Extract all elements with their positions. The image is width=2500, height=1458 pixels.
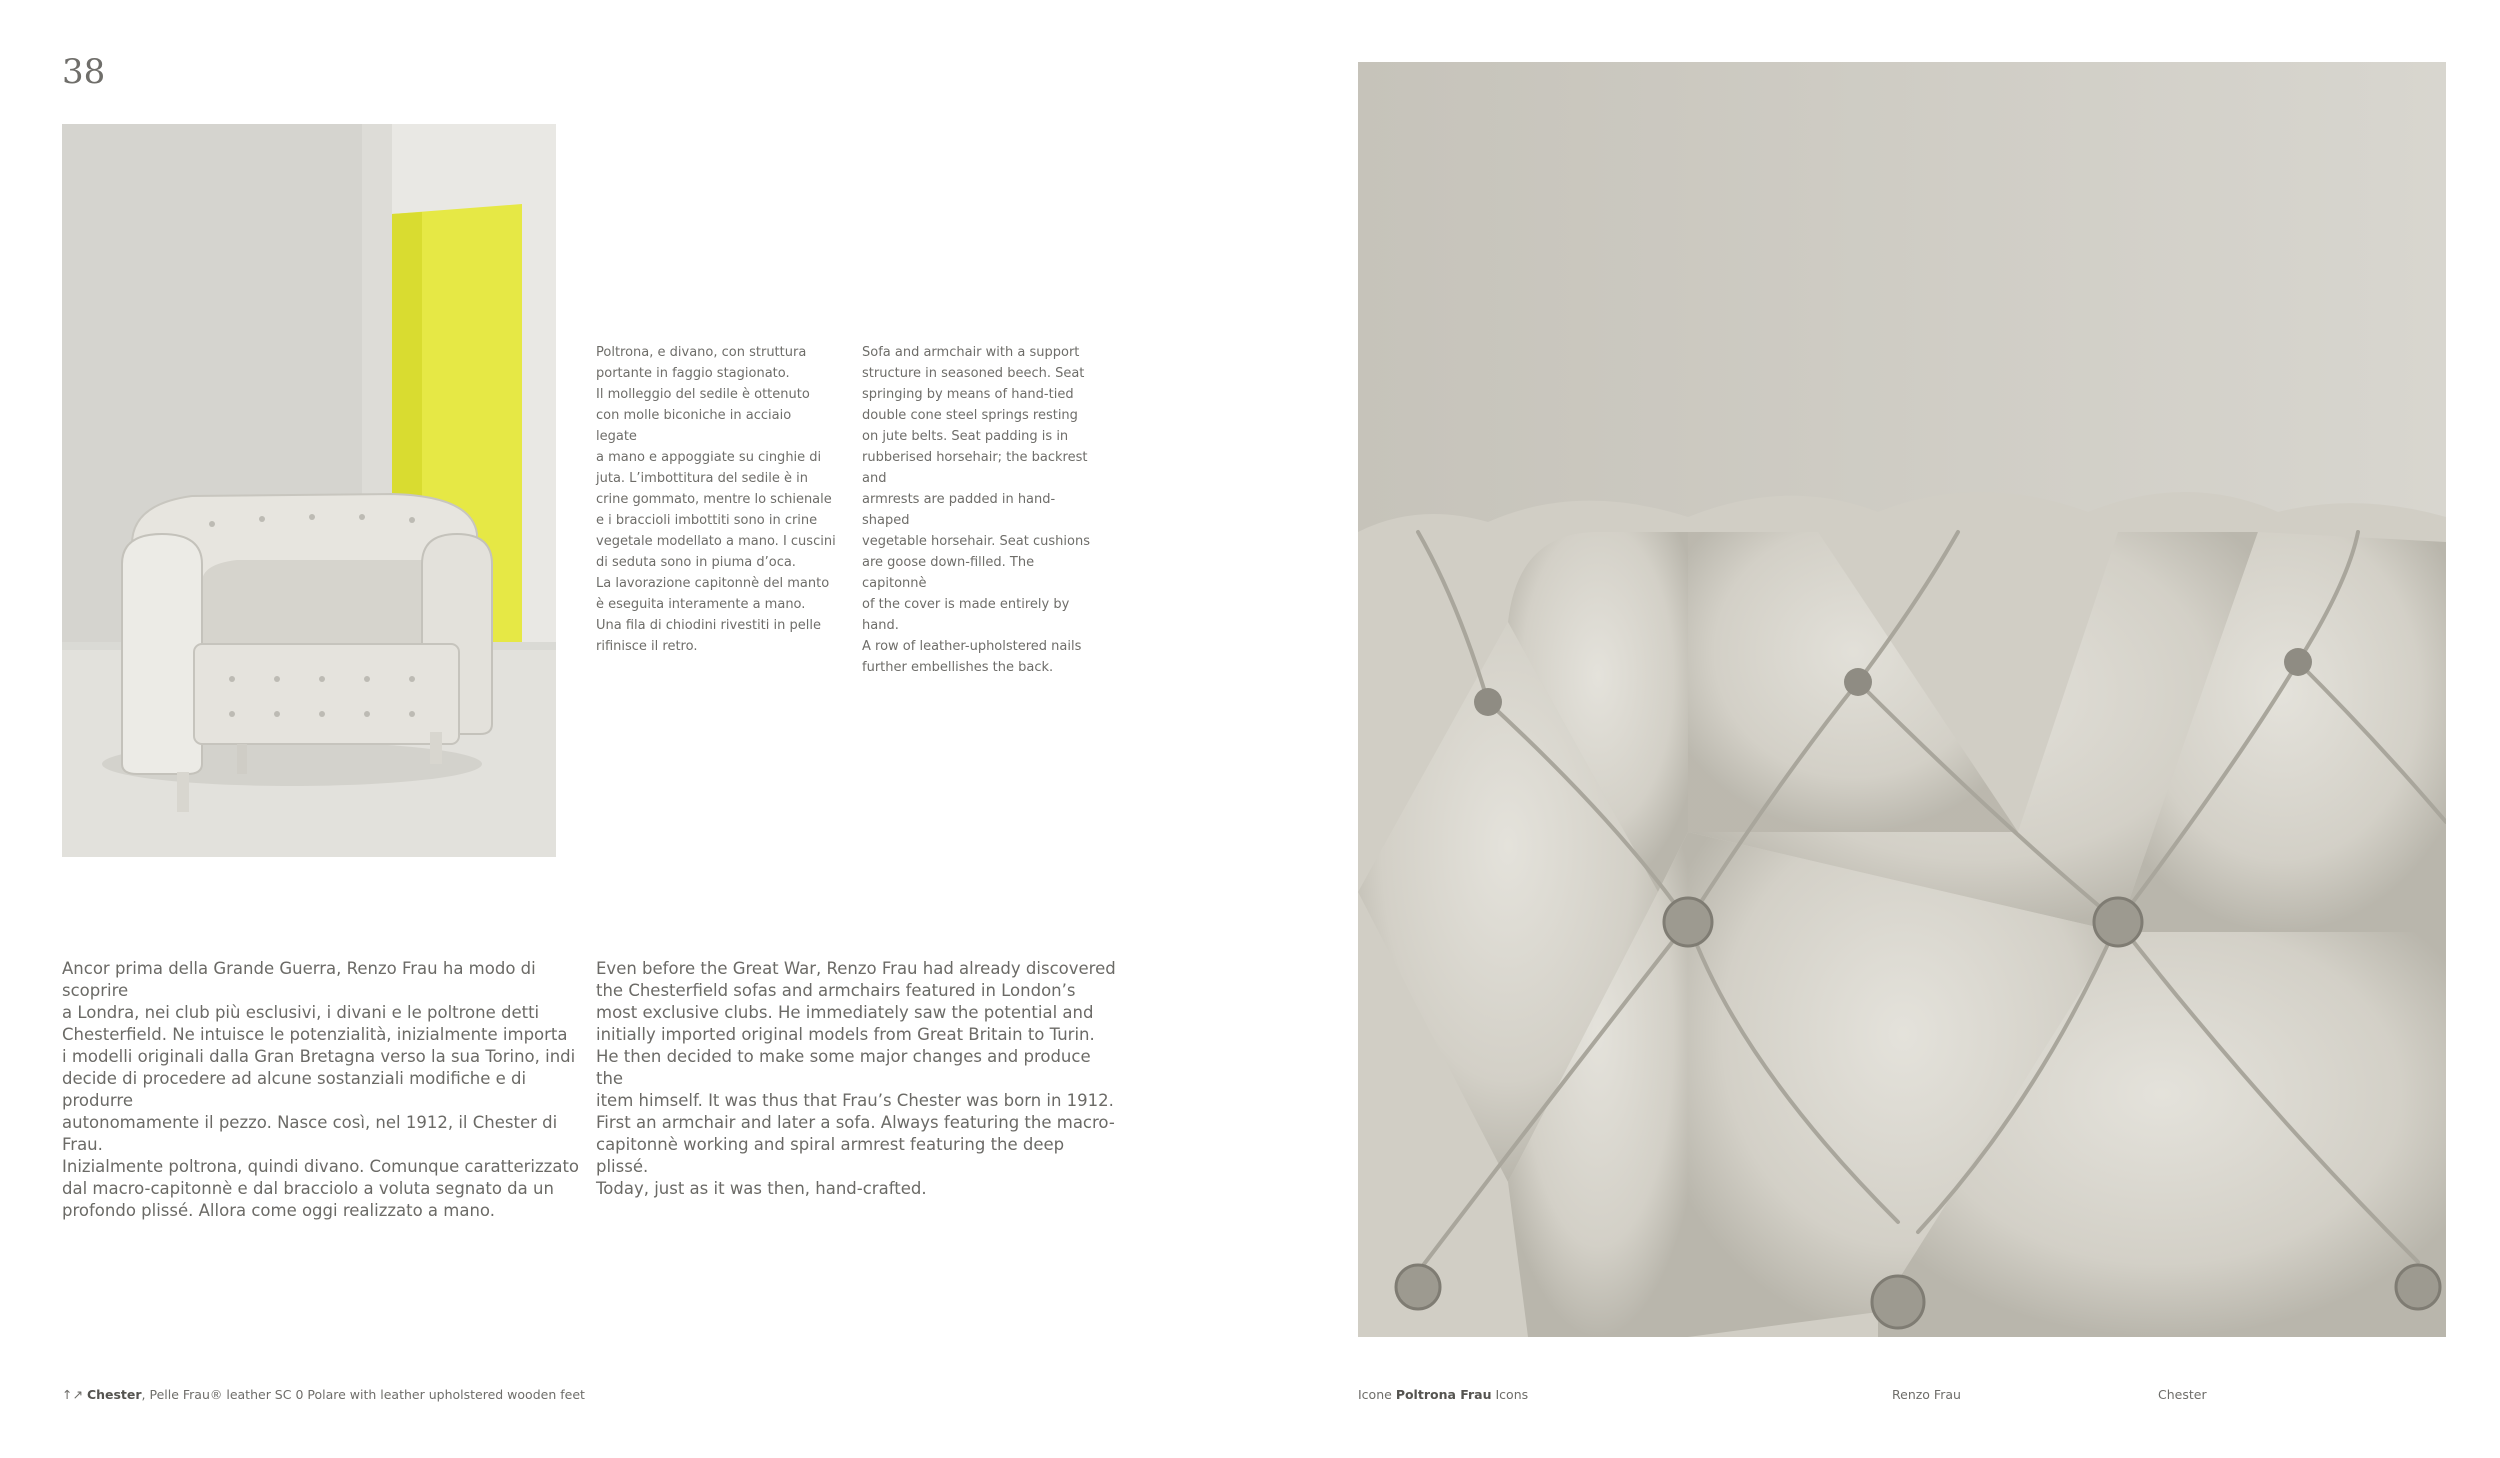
sofa-detail-photo xyxy=(1358,62,2446,1337)
technical-description-english: Sofa and armchair with a support structure in seasoned beech. Seat springing by means of hand-tied double cone steel springs resting on jute belts. Seat padding is in rubberised horsehair; the backrest and armrests are padded in hand-shaped vegetable horsehair. Seat cushions are goose down-filled. The capitonnè of the cover is made entirely by hand. A row of leather-upholstered nails further embellishes the back. xyxy=(862,345,1090,675)
footer-series xyxy=(1358,1387,1528,1402)
armchair-illustration xyxy=(62,124,556,857)
footer-series-brand: Poltrona Frau xyxy=(1395,1387,1492,1402)
history-text-english: Even before the Great War, Renzo Frau had already discovered the Chesterfield sofas and armchairs featured in London’s most exclusive clubs. He immediately saw the potential and initially imported original models from Great Britain to Turin. He then decided to make some major changes and produce the item himself. It was thus that Frau’s Chester was born in 1912. First an armchair and later a sofa. Always featuring the macro- capitonnè working and spiral armrest featuring the deep plissé. Today, just as it was then, hand-crafted. xyxy=(596,959,1116,1198)
caption-product-name: Chester xyxy=(86,1387,142,1402)
footer-series-prefix: Icone xyxy=(1358,1387,1392,1402)
tufted-leather-illustration xyxy=(1358,62,2446,1337)
footer-designer: Renzo Frau xyxy=(1892,1387,1961,1402)
armchair-photo xyxy=(62,124,556,857)
footer-product: Chester xyxy=(2158,1387,2207,1402)
footer-series-suffix: Icons xyxy=(1495,1387,1529,1402)
page-number: 38 xyxy=(62,52,106,92)
caption-arrows: ↑↗ xyxy=(62,1387,83,1402)
caption-details: , Pelle Frau® leather SC 0 Polare with leather upholstered wooden feet xyxy=(141,1387,585,1402)
technical-description-italian: Poltrona, e divano, con struttura portante in faggio stagionato. Il molleggio del sedile è ottenuto con molle biconiche in acciaio legate a mano e appoggiate su cinghie di juta. L’imbottitura del sedile è in crine gommato, mentre lo schienale e i braccioli imbottiti sono in crine vegetale modellato a mano. I cuscini di seduta sono in piuma d’oca. La lavorazione capitonnè del manto è eseguita interamente a mano. Una fila di chiodini rivestiti in pelle rifinisce il retro. xyxy=(596,345,836,654)
history-text-italian: Ancor prima della Grande Guerra, Renzo Frau ha modo di scoprire a Londra, nei club più esclusivi, i divani e le poltrone detti Chesterfield. Ne intuisce le potenzialità, inizialmente importa i modelli originali dalla Gran Bretagna verso la sua Torino, indi decide di procedere ad alcune sostanziali modifiche e di produrre autonomamente il pezzo. Nasce così, nel 1912, il Chester di Frau. Inizialmente poltrona, quindi divano. Comunque caratterizzato dal macro-capitonnè e dal bracciolo a voluta segnato da un profondo plissé. Allora come oggi realizzato a mano. xyxy=(62,959,580,1220)
photo-caption xyxy=(62,1387,585,1402)
